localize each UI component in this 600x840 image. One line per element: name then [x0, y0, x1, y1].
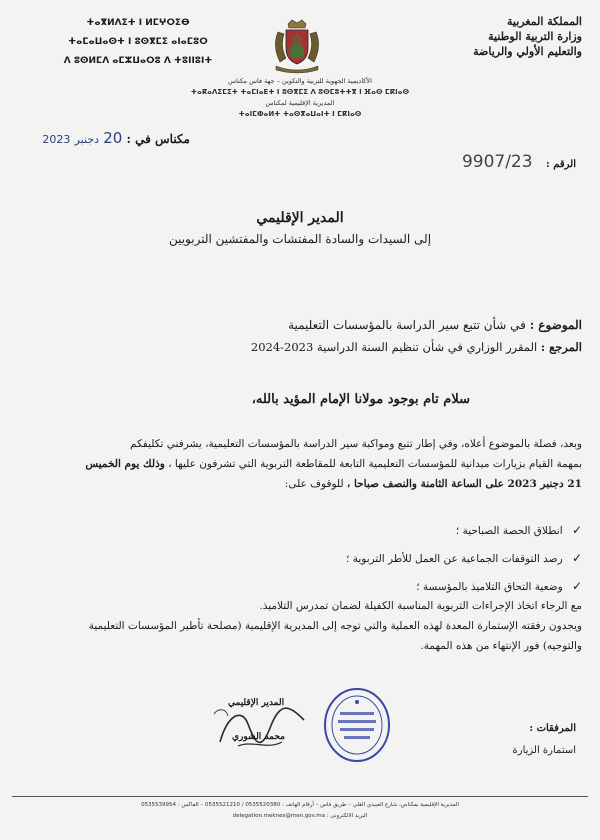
subject-text: في شأن تتبع سير الدراسة بالمؤسسات التعليمية	[288, 318, 526, 332]
header-arabic	[382, 14, 582, 59]
checkmark-icon: ✓	[571, 579, 582, 593]
body-text: للوقوف على:	[284, 478, 344, 490]
list-item	[14, 516, 582, 544]
body-paragraph-1	[14, 434, 582, 494]
date-year: 2023	[42, 133, 71, 146]
subject-label: الموضوع :	[529, 318, 582, 332]
recipient: إلى السيدات والسادة المفتشات والمفتشين التربويين	[168, 232, 432, 246]
subject-line	[288, 318, 582, 332]
signature-block	[208, 684, 318, 764]
reference-number: 9907/23	[461, 152, 533, 172]
arabic-header-line: المملكة المغربية	[507, 15, 582, 28]
body-line	[14, 454, 582, 474]
footer-address: المديرية الإقليمية بمكناس، شارع العبيدي القلي – طريق فاس – أرقام الهاتف : 0535520380 / 0535521210 – الفاكس : 0535539954	[141, 802, 459, 808]
date-label: مكناس في :	[126, 132, 190, 146]
tifinagh-line: ⵜⴰⵎⴰⵡⴰⵙⵜ ⵏ ⵓⵙⴳⵎⵉ ⴰⵏⴰⵎⵓⵔ	[68, 37, 208, 47]
sub-header	[150, 76, 450, 120]
body-line	[14, 474, 582, 494]
body-line: والتوجيه) فور الإنتهاء من هذه المهمة.	[420, 640, 582, 652]
ref-doc-text: المقرر الوزاري في شأن تنظيم السنة الدراسية 2023-2024	[250, 340, 538, 354]
checkmark-icon: ✓	[571, 551, 582, 565]
reference-number-line	[462, 152, 576, 172]
signature-name: محمد الشوري	[232, 732, 286, 742]
ref-doc-label: المرجع :	[540, 340, 582, 354]
body-text-bold: وذلك يوم الخميس	[85, 458, 165, 470]
body-line: ويجدون رفقته الإستمارة المعدة لهذه العملية والتي توجه إلى المديرية الإقليمية (مصلحة تأطير المؤسسات التعليمية	[88, 620, 582, 632]
date-line	[20, 129, 190, 147]
attachments	[513, 718, 577, 762]
body-line: وبعد، فصلة بالموضوع أعلاه، وفي إطار تتبع ومواكبة سير الدراسة بالمؤسسات التعليمية، يشرفني تكليفكم	[129, 438, 582, 450]
tifinagh-line: ⵜⴰⴳⵍⴷⵉⵜ ⵏ ⵍⵎⵖⵔⵉⴱ	[86, 18, 190, 28]
arabic-header-line: والتعليم الأولي والرياضة	[473, 45, 582, 58]
ref-doc-line	[251, 340, 582, 354]
arabic-header-line: وزارة التربية الوطنية	[488, 30, 582, 43]
royal-emblem-icon	[268, 18, 326, 74]
body-text: بمهمة القيام بزيارات ميدانية للمؤسسات التعليمية التابعة للمقاطعة التربوية التي تشرفون عليها ،	[168, 458, 582, 470]
attachment-item: استمارة الزيارة	[512, 745, 576, 756]
list-item-text: وضعية التحاق التلاميذ بالمؤسسة ؛	[416, 581, 563, 593]
sender: المدير الإقليمي	[256, 210, 344, 226]
handwritten-signature-icon	[208, 684, 318, 764]
date-month: دجنبر	[74, 133, 100, 146]
footer-email: البريد الالكتروني : delegation.meknes@men.gov.ma	[232, 813, 368, 819]
list-item-text: انطلاق الحصة الصباحية ؛	[455, 525, 563, 537]
signature-title: المدير الإقليمي	[228, 698, 285, 708]
footer	[12, 800, 588, 822]
academy-arabic: الأكاديمية الجهوية للتربية والتكوين – جهة فاس مكناس	[228, 77, 372, 85]
list-item	[14, 544, 582, 572]
list-item-text: رصد التوقفات الجماعية عن العمل للأطر التربوية ؛	[346, 553, 563, 565]
directorate-tifinagh: ⵜⴰⵏⵎⵀⴰⵍⵜ ⵜⴰⵙⴳⴰⵡⴰⵏⵜ ⵏ ⵎⴽⵏⴰⵙ	[238, 110, 362, 118]
date-day: 20	[103, 129, 123, 147]
tifinagh-line: ⴷ ⵓⵙⵍⵎⴷ ⴰⵎⵣⵡⴰⵔⵓ ⴷ ⵜⵓⵏⵏⵓⵏⵜ	[63, 56, 213, 66]
footer-divider	[12, 796, 588, 797]
header-tifinagh	[18, 14, 258, 71]
checklist	[14, 516, 582, 600]
directorate-arabic: المديرية الإقليمية لمكناس	[265, 99, 335, 107]
body-paragraph-2	[14, 596, 582, 656]
body-text-bold: 21 دجنبر 2023 على الساعة الثامنة والنصف صباحا ،	[346, 478, 582, 490]
reference-label: الرقم :	[546, 159, 576, 170]
academy-tifinagh: ⵜⴰⴽⴰⴷⵉⵎⵉⵜ ⵜⴰⵎⵏⴰⴹⵜ ⵏ ⵓⵙⴳⵎⵉ ⴷ ⵓⵙⵎⵓⵜⵜⴳ ⵏ ⴼⴰⵙ ⵎⴽⵏⴰⵙ	[190, 88, 410, 96]
body-line: مع الرجاء اتخاذ الإجراءات التربوية المناسبة الكفيلة لضمان تمدرس التلاميذ.	[259, 600, 582, 612]
greeting: سلام تام بوجود مولانا الإمام المؤيد بالله،	[251, 392, 470, 407]
official-seal-icon	[322, 686, 392, 764]
attachments-label: المرفقات :	[529, 723, 576, 734]
checkmark-icon: ✓	[571, 523, 582, 537]
